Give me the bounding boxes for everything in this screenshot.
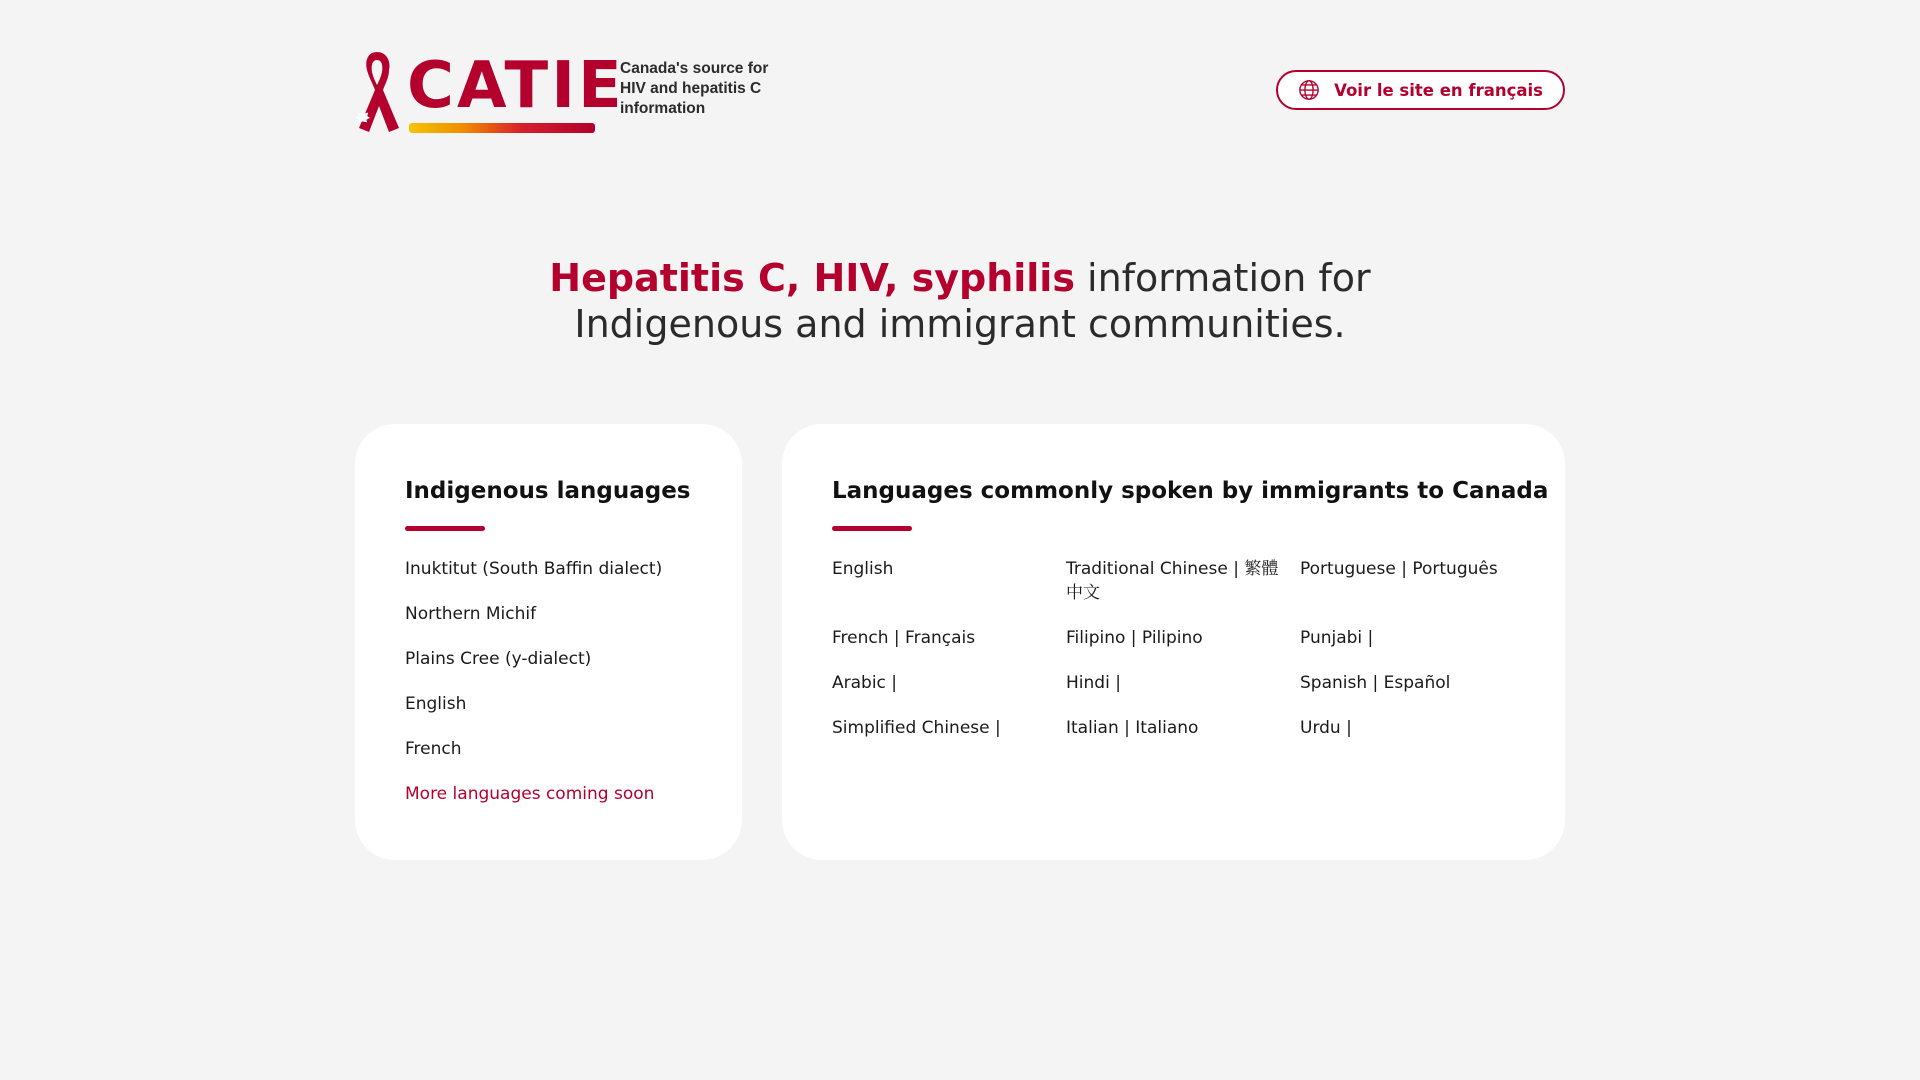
language-link-simplified-chinese[interactable]: Simplified Chinese | (832, 718, 1001, 738)
language-link-filipino[interactable]: Filipino | Pilipino (1066, 628, 1203, 648)
title-underline (832, 526, 912, 531)
tagline-line: information (620, 100, 706, 117)
logo-tagline (620, 59, 790, 119)
awareness-ribbon-icon (355, 48, 399, 134)
indigenous-languages-list (405, 557, 692, 806)
language-link-northern-michif[interactable]: Northern Michif (405, 604, 537, 624)
catie-logo[interactable] (355, 48, 769, 138)
immigrant-languages-title: Languages commonly spoken by immigrants to Canada (832, 478, 1549, 504)
language-link-punjabi[interactable]: Punjabi | (1300, 628, 1374, 648)
title-underline (405, 526, 485, 531)
immigrant-languages-grid (832, 557, 1515, 740)
language-link-inuktitut[interactable]: Inuktitut (South Baffin dialect) (405, 559, 663, 579)
language-link-french[interactable]: French | Français (832, 628, 976, 648)
language-link-traditional-chinese[interactable]: Traditional Chinese | 繁體中文 (1066, 559, 1279, 603)
french-site-button[interactable] (1276, 70, 1565, 110)
more-languages-link[interactable]: More languages coming soon (405, 784, 655, 804)
french-site-label: Voir le site en français (1334, 80, 1543, 100)
globe-icon (1298, 79, 1320, 101)
tagline-line: HIV and hepatitis C (620, 80, 762, 97)
site-header (355, 48, 1565, 138)
language-link-hindi[interactable]: Hindi | (1066, 673, 1121, 693)
language-link-french[interactable]: French (405, 739, 462, 759)
logo-gradient-bar (409, 123, 595, 133)
hero-accent: Hepatitis C, HIV, syphilis (549, 256, 1075, 300)
language-link-spanish[interactable]: Spanish | Español (1300, 673, 1451, 693)
logo-wordmark: CATIE (407, 49, 625, 123)
language-link-arabic[interactable]: Arabic | (832, 673, 898, 693)
hero-heading (0, 255, 1920, 347)
language-link-english[interactable]: English (405, 694, 467, 714)
hero-line-1-rest: information for (1074, 256, 1371, 300)
hero-line-2: Indigenous and immigrant communities. (574, 302, 1346, 346)
tagline-line: Canada's source for (620, 60, 769, 77)
language-link-italian[interactable]: Italian | Italiano (1066, 718, 1199, 738)
language-link-plains-cree[interactable]: Plains Cree (y-dialect) (405, 649, 592, 669)
language-link-urdu[interactable]: Urdu | (1300, 718, 1352, 738)
hero-line-1 (0, 255, 1920, 301)
indigenous-languages-title: Indigenous languages (405, 478, 691, 504)
language-link-portuguese[interactable]: Portuguese | Português (1300, 559, 1498, 579)
indigenous-languages-card (355, 424, 742, 860)
language-link-english[interactable]: English (832, 559, 894, 579)
immigrant-languages-card (782, 424, 1565, 860)
